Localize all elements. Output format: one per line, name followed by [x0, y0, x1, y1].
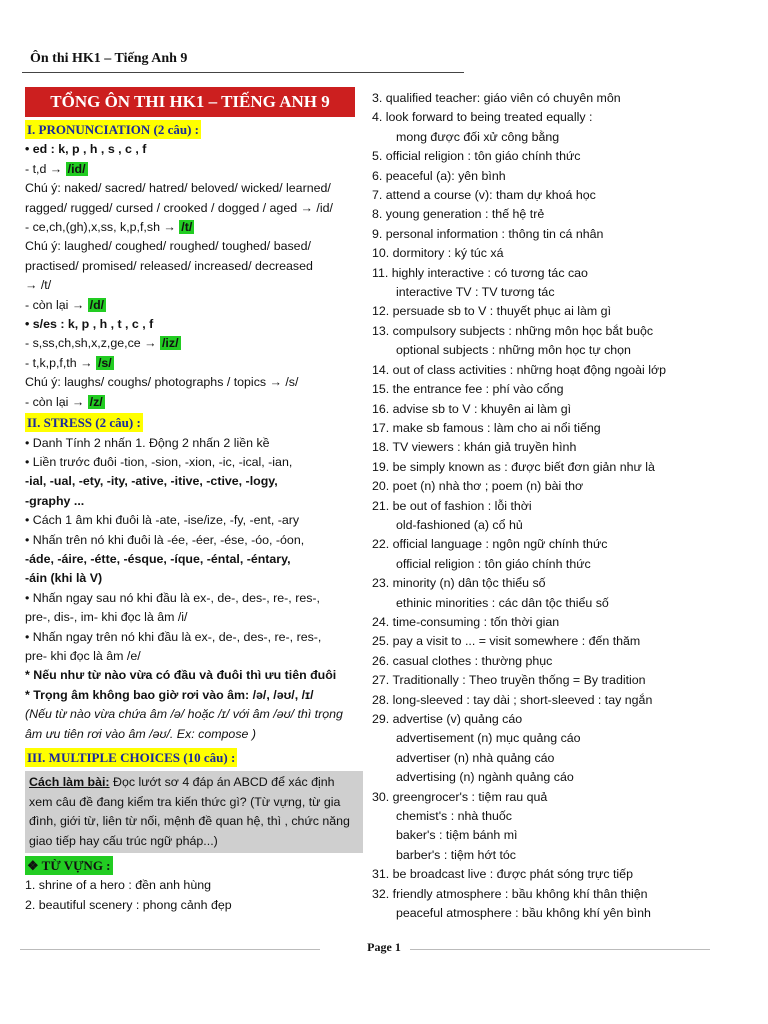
vocab-item: 12. persuade sb to V : thuyết phục ai làm gì [372, 304, 612, 319]
vocab-item: 30. greengrocer's : tiệm rau quả [372, 789, 548, 804]
vocab-item: 21. be out of fashion : lỗi thời [372, 498, 532, 513]
vocab-item: 23. minority (n) dân tộc thiểu số [372, 576, 546, 591]
tip-label: Cách làm bài: [29, 775, 110, 790]
rule-line [25, 160, 363, 179]
vocab-item: 17. make sb famous : làm cho ai nổi tiếng [372, 420, 601, 435]
heading-text: III. MULTIPLE CHOICES (10 câu) : [27, 750, 236, 765]
stress-line: pre- khi đọc là âm /e/ [25, 648, 141, 663]
vocab-item: 6. peaceful (a): yên bình [372, 168, 506, 183]
rule-line [25, 334, 363, 353]
note-line: Chú ý: naked/ sacred/ hatred/ beloved/ wicked/ learned/ [25, 181, 331, 196]
vocab-item: 9. personal information : thông tin cá nhân [372, 226, 604, 241]
vocab-item: 20. poet (n) nhà thơ ; poem (n) bài thơ [372, 479, 584, 494]
stress-line: -áde, -áire, -étte, -ésque, -íque, -éntal, -éntary, [25, 551, 291, 566]
vocab-item: 24. time-consuming : tốn thời gian [372, 614, 560, 629]
vocab-item: 28. long-sleeved : tay dài ; short-sleeved : tay ngắn [372, 692, 653, 707]
vocab-subitem: mong được đối xử công bằng [396, 129, 560, 144]
ed-rule: • ed : k, p , h , s , c , f [25, 142, 147, 157]
vocab-subitem: official religion : tôn giáo chính thức [396, 556, 591, 571]
vocab-subitem: advertiser (n) nhà quảng cáo [396, 750, 555, 765]
vocab-item: 32. friendly atmosphere : bầu không khí thân thiện [372, 886, 648, 901]
sound-tag: /id/ [67, 161, 86, 176]
stress-line: • Nhấn ngay trên nó khi đầu là ex-, de-, des-, re-, res-, [25, 629, 322, 644]
note-line: practised/ promised/ released/ increased/ decreased [25, 258, 313, 273]
vocab-subitem: baker's : tiệm bánh mì [396, 828, 518, 843]
tip-box [25, 771, 363, 853]
stress-line: âm ưu tiên rơi vào âm /əʊ/. Ex: compose ) [25, 726, 256, 741]
vocab-subitem: chemist's : nhà thuốc [396, 809, 513, 824]
ses-rule: • s/es : k, p , h , t , c , f [25, 317, 154, 332]
vocab-item: 15. the entrance fee : phí vào cổng [372, 382, 564, 397]
heading-text: ❖ TỪ VỰNG : [27, 858, 111, 874]
stress-rules [25, 434, 363, 745]
rule-line [25, 354, 363, 373]
stress-line: -áin (khi là V) [25, 571, 103, 586]
stress-line: * Trọng âm không bao giờ rơi vào âm: /ə/, /əʊ/, /ɪ/ [25, 687, 314, 702]
tip-text: Đọc lướt sơ 4 đáp án ABCD để xác định xem câu đề đang kiểm tra kiến thức gì? (Từ vựng, từ gia đình, giới từ, liên từ nối, mệnh đề quan hệ, thì , chức năng giao tiếp hay cấu trúc ngữ pháp...) [29, 775, 350, 848]
vocab-item: 27. Traditionally : Theo truyền thống = By tradition [372, 673, 646, 688]
section-stress-heading [25, 413, 363, 433]
vocab-subitem: optional subjects : những môn học tự chọn [396, 343, 631, 358]
stress-line: -graphy ... [25, 493, 85, 508]
note-line: → /t/ [25, 278, 52, 293]
vocab-item: 29. advertise (v) quảng cáo [372, 712, 523, 726]
vocab-item: 18. TV viewers : khán giả truyền hình [372, 440, 577, 455]
vocab-item: 13. compulsory subjects : những môn học bắt buộc [372, 323, 654, 338]
stress-line: • Liền trước đuôi -tion, -sion, -xion, -ic, -ical, -ian, [25, 454, 293, 469]
rule-line [25, 218, 363, 237]
section-mc-heading [25, 748, 363, 768]
vocab-item: 10. dormitory : ký túc xá [372, 246, 504, 261]
section-pronunciation-heading [25, 120, 363, 140]
rule-text: - s,ss,ch,sh,x,z,ge,ce → [25, 336, 157, 351]
stress-line: (Nếu từ nào vừa chứa âm /ə/ hoặc /ɪ/ với âm /əʊ/ thì trọng [25, 707, 343, 722]
vocab-subitem: advertising (n) ngành quảng cáo [396, 770, 574, 785]
rule-line [25, 393, 363, 412]
sound-tag: /iz/ [161, 336, 179, 351]
vocab-subitem: barber's : tiệm hớt tóc [396, 847, 516, 862]
document-title: TỔNG ÔN THI HK1 – TIẾNG ANH 9 [25, 87, 355, 117]
vocab-item: 3. qualified teacher: giáo viên có chuyên môn [372, 91, 621, 105]
vocab-subitem: ethinic minorities : các dân tộc thiểu số [396, 595, 609, 610]
vocab-item: 1. shrine of a hero : đền anh hùng [25, 878, 211, 893]
stress-line: • Cách 1 âm khi đuôi là -ate, -ise/ize, -fy, -ent, -ary [25, 513, 300, 528]
vocab-subitem: peaceful atmosphere : bầu không khí yên bình [396, 906, 651, 921]
left-column [25, 87, 363, 915]
vocab-item: 14. out of class activities : những hoạt động ngoài lớp [372, 362, 667, 377]
stress-line: * Nếu như từ nào vừa có đầu và đuôi thì ưu tiên đuôi [25, 668, 337, 683]
stress-line: • Nhấn trên nó khi đuôi là -ée, -éer, -ése, -óo, -óon, [25, 532, 305, 547]
note-line: ragged/ rugged/ cursed / crooked / dogged / aged → /id/ [25, 200, 333, 215]
sound-tag: /t/ [181, 220, 193, 235]
rule-text: - còn lại → [25, 297, 85, 312]
header-divider [22, 72, 464, 73]
rule-text: - t,k,p,f,th → [25, 355, 93, 370]
vocab-subitem: interactive TV : TV tương tác [396, 285, 555, 300]
rule-text: - còn lại → [25, 394, 85, 409]
sound-tag: /s/ [97, 355, 112, 370]
stress-line: -ial, -ual, -ety, -ity, -ative, -itive, -ctive, -logy, [25, 474, 278, 489]
stress-line: • Danh Tính 2 nhấn 1. Động 2 nhấn 2 liền kề [25, 435, 270, 450]
rule-text: - ce,ch,(gh),x,ss, k,p,f,sh → [25, 220, 176, 235]
vocab-item: 2. beautiful scenery : phong cảnh đẹp [25, 897, 232, 912]
page-number: Page 1 [367, 940, 401, 954]
sound-tag: /d/ [89, 297, 105, 312]
vocab-heading [25, 856, 363, 876]
vocab-item: 8. young generation : thế hệ trẻ [372, 207, 545, 222]
vocab-item: 4. look forward to being treated equally : [372, 110, 593, 125]
sound-tag: /z/ [89, 394, 103, 409]
heading-text: II. STRESS (2 câu) : [27, 415, 141, 431]
vocab-item: 11. highly interactive : có tương tác cao [372, 265, 588, 280]
rule-text: - t,d → [25, 161, 63, 176]
heading-text: I. PRONUNCIATION (2 câu) : [27, 122, 200, 137]
note-line: Chú ý: laughs/ coughs/ photographs / topics → /s/ [25, 375, 299, 390]
vocab-subitem: old-fashioned (a) cổ hủ [396, 517, 523, 532]
vocab-item: 25. pay a visit to ... = visit somewhere : đến thăm [372, 634, 641, 649]
stress-line: pre-, dis-, im- khi đọc là âm /i/ [25, 610, 188, 625]
running-header: Ôn thi HK1 – Tiếng Anh 9 [30, 51, 188, 66]
note-line: Chú ý: laughed/ coughed/ roughed/ toughed/ based/ [25, 239, 311, 254]
vocab-item: 22. official language : ngôn ngữ chính thức [372, 537, 608, 552]
rule-line [25, 296, 363, 315]
vocab-subitem: advertisement (n) mục quảng cáo [396, 731, 581, 746]
vocab-item: 7. attend a course (v): tham dự khoá học [372, 188, 596, 203]
right-column [372, 89, 752, 923]
vocab-item: 16. advise sb to V : khuyên ai làm gì [372, 401, 572, 416]
vocab-item: 5. official religion : tôn giáo chính thức [372, 149, 581, 164]
vocab-item: 19. be simply known as : được biết đơn giản như là [372, 459, 655, 474]
vocab-item: 26. casual clothes : thường phục [372, 653, 553, 668]
vocab-item: 31. be broadcast live : được phát sóng trực tiếp [372, 867, 633, 882]
stress-line: • Nhấn ngay sau nó khi đầu là ex-, de-, des-, re-, res-, [25, 590, 320, 605]
